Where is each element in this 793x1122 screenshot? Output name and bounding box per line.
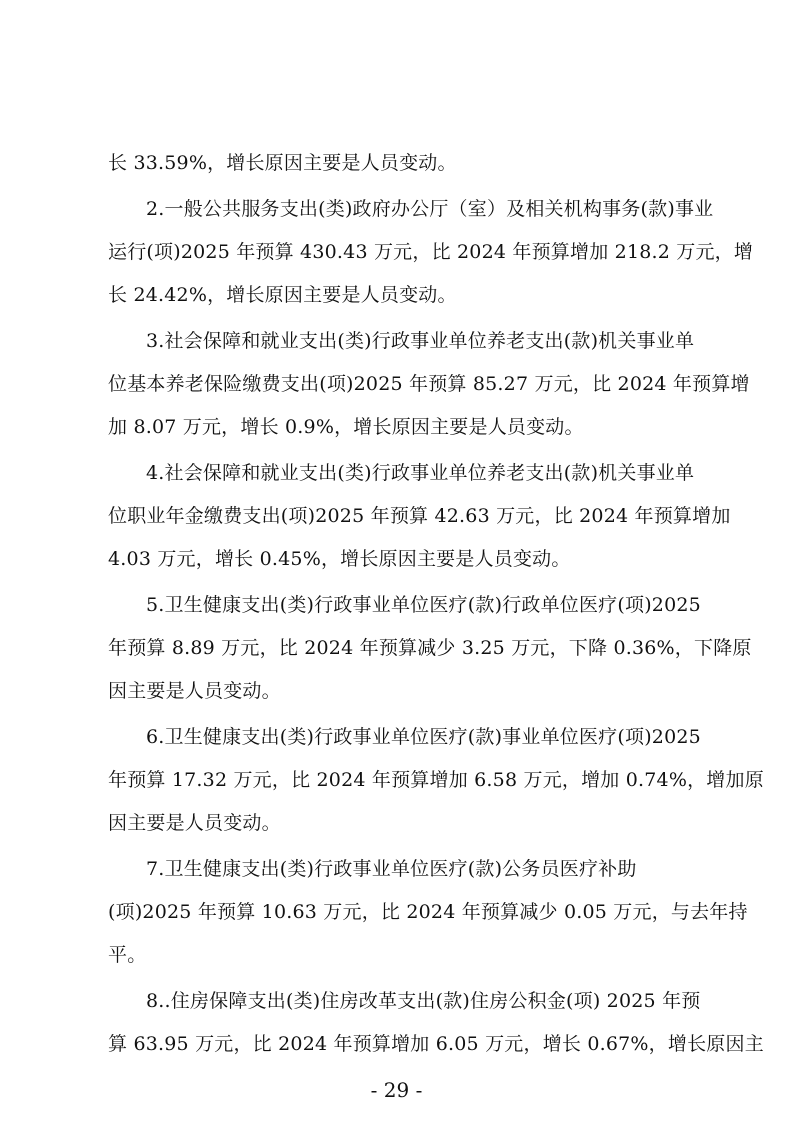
text-line: 年预算 8.89 万元，比 2024 年预算减少 3.25 万元，下降 0.36%，下降原 <box>108 637 752 659</box>
text-line: 5.卫生健康支出(类)行政事业单位医疗(款)行政单位医疗(项)2025 <box>146 594 701 616</box>
text-line: 3.社会保障和就业支出(类)行政事业单位养老支出(款)机关事业单 <box>146 330 695 352</box>
text-line: 2.一般公共服务支出(类)政府办公厅（室）及相关机构事务(款)事业 <box>146 198 714 220</box>
text-line: 加 8.07 万元，增长 0.9%，增长原因主要是人员变动。 <box>108 416 584 438</box>
text-line: 位职业年金缴费支出(项)2025 年预算 42.63 万元，比 2024 年预算增加 <box>108 505 731 527</box>
text-line: 4.社会保障和就业支出(类)行政事业单位养老支出(款)机关事业单 <box>146 462 695 484</box>
text-line: 4.03 万元，增长 0.45%，增长原因主要是人员变动。 <box>108 548 571 570</box>
text-line: 长 33.59%，增长原因主要是人员变动。 <box>108 152 457 174</box>
text-line: 位基本养老保险缴费支出(项)2025 年预算 85.27 万元，比 2024 年预算增 <box>108 373 750 395</box>
text-line: 长 24.42%，增长原因主要是人员变动。 <box>108 284 457 306</box>
text-line: 算 63.95 万元，比 2024 年预算增加 6.05 万元，增长 0.67%，增长原因主 <box>108 1033 764 1055</box>
page-number: - 29 - <box>370 1078 423 1102</box>
text-line: (项)2025 年预算 10.63 万元，比 2024 年预算减少 0.05 万元，与去年持 <box>108 901 748 923</box>
text-line: 7.卫生健康支出(类)行政事业单位医疗(款)公务员医疗补助 <box>146 858 637 880</box>
text-line: 运行(项)2025 年预算 430.43 万元，比 2024 年预算增加 218.2 万元，增 <box>108 241 754 263</box>
text-line: 6.卫生健康支出(类)行政事业单位医疗(款)事业单位医疗(项)2025 <box>146 726 701 748</box>
text-line: 因主要是人员变动。 <box>108 680 281 702</box>
text-line: 平。 <box>108 944 147 966</box>
text-line: 年预算 17.32 万元，比 2024 年预算增加 6.58 万元，增加 0.74%，增加原 <box>108 769 764 791</box>
text-line: 8..住房保障支出(类)住房改革支出(款)住房公积金(项) 2025 年预 <box>146 990 701 1012</box>
text-line: 因主要是人员变动。 <box>108 812 281 834</box>
